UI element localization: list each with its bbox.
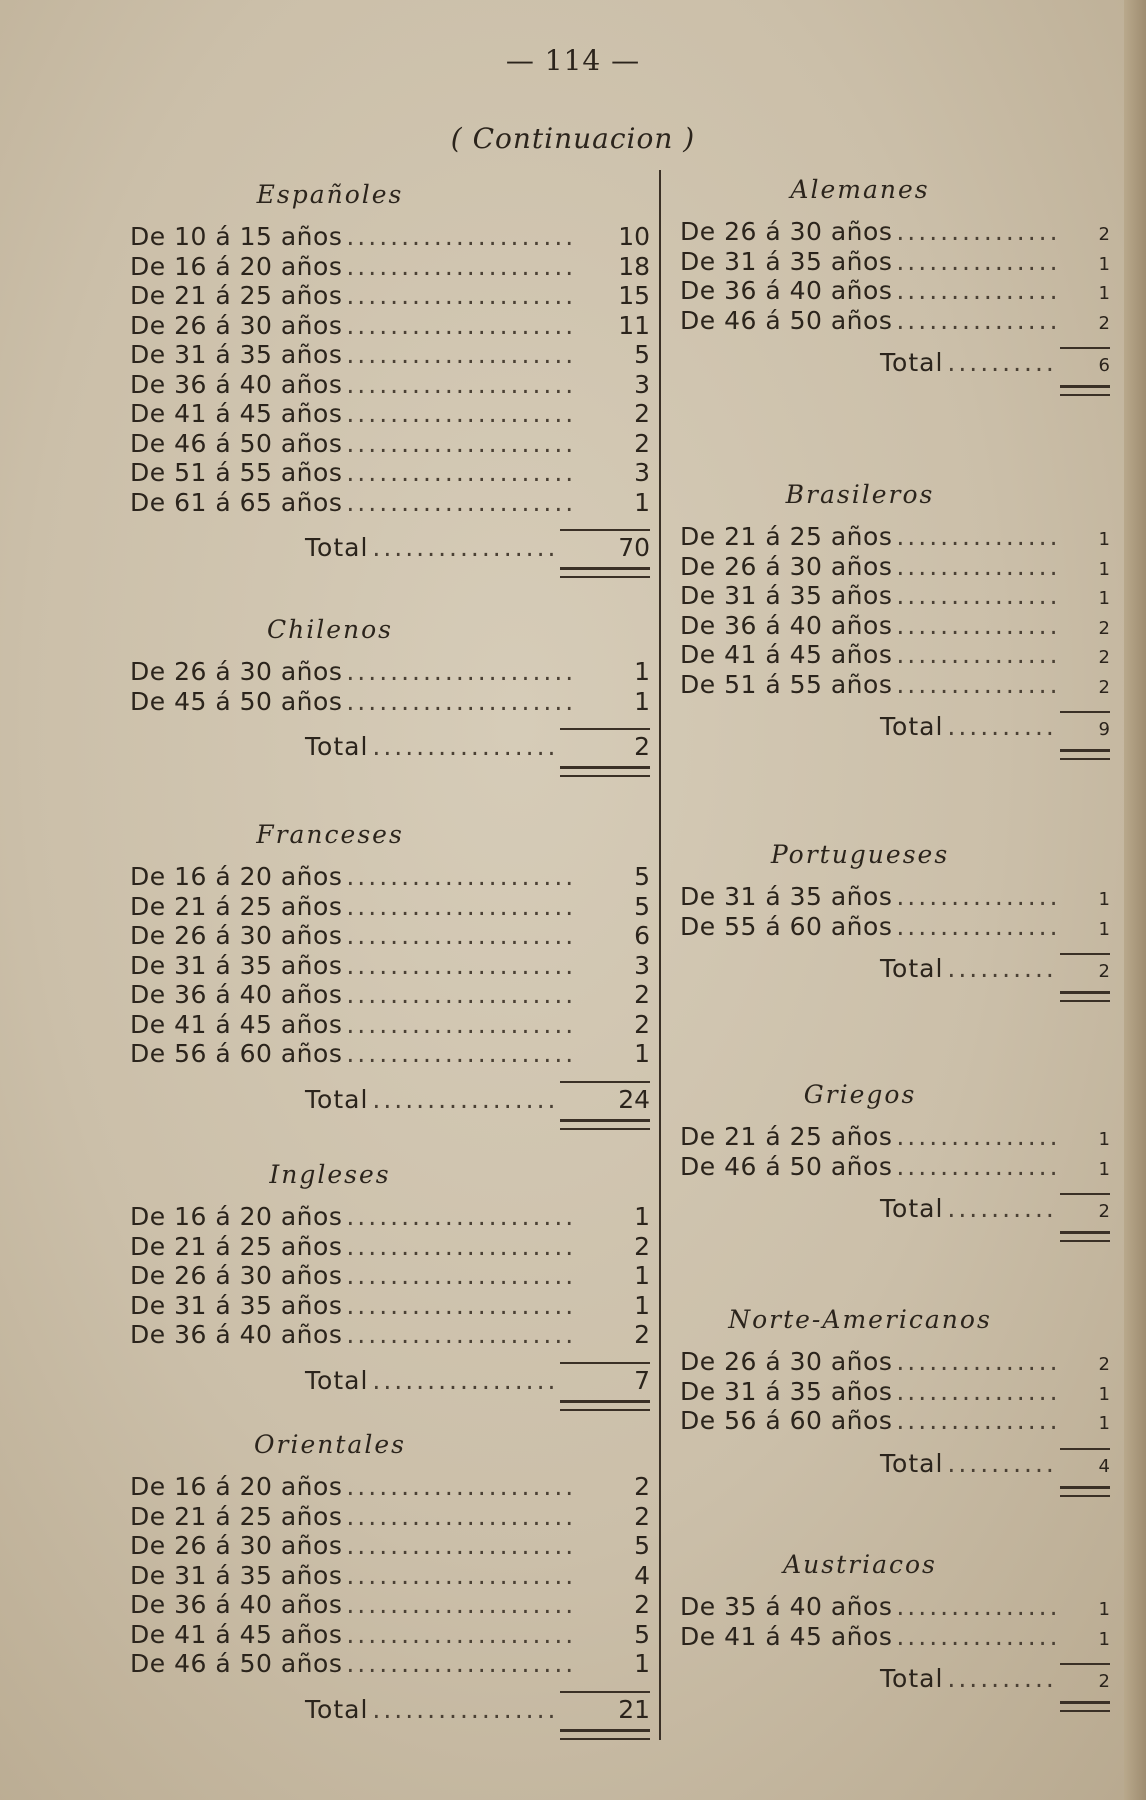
total-row <box>680 953 1110 983</box>
leader-dots <box>372 1085 556 1115</box>
age-range-row <box>680 247 1110 277</box>
age-range-row <box>130 399 650 429</box>
leader-dots <box>346 458 576 488</box>
left-group <box>130 615 650 777</box>
leader-dots <box>372 533 556 563</box>
double-rule <box>560 766 650 777</box>
leader-dots <box>346 1531 576 1561</box>
count-value: 5 <box>634 340 650 369</box>
leader-dots <box>896 581 1056 611</box>
count-value: 2 <box>634 428 650 458</box>
total-label: Total <box>305 1365 369 1395</box>
right-group <box>680 175 1110 396</box>
double-rule <box>1060 1486 1110 1497</box>
count-value: 11 <box>618 310 650 340</box>
group-title: Austriacos <box>783 1550 937 1579</box>
leader-dots <box>346 951 576 981</box>
count-value: 1 <box>1098 1383 1110 1405</box>
leader-dots <box>346 370 576 400</box>
age-range-label: De 21 á 25 años <box>130 1231 343 1261</box>
total-value: 21 <box>560 1691 650 1725</box>
age-range-label: De 26 á 30 años <box>130 1531 343 1560</box>
age-range-label: De 10 á 15 años <box>130 222 343 251</box>
total-row <box>680 1193 1110 1223</box>
count-value: 1 <box>1098 588 1110 609</box>
leader-dots <box>346 1320 576 1350</box>
leader-dots <box>346 1232 576 1262</box>
leader-dots <box>896 1122 1056 1152</box>
double-rule <box>1060 385 1110 396</box>
count-value: 1 <box>634 1202 650 1231</box>
leader-dots <box>896 1347 1056 1377</box>
leader-dots <box>896 1406 1056 1436</box>
age-range-label: De 36 á 40 años <box>130 369 343 399</box>
age-range-row <box>680 882 1110 912</box>
count-value: 1 <box>1098 253 1110 275</box>
age-range-label: De 21 á 25 años <box>130 281 343 310</box>
total-label: Total <box>305 1084 369 1114</box>
total-label: Total <box>880 1194 944 1223</box>
total-label: Total <box>880 1664 944 1693</box>
age-range-row <box>130 252 650 282</box>
leader-dots <box>346 892 576 922</box>
count-value: 2 <box>634 1009 650 1039</box>
total-value: 7 <box>560 1362 650 1396</box>
double-rule <box>560 1400 650 1411</box>
left-group <box>130 180 650 578</box>
column-divider <box>659 170 661 1740</box>
age-range-label: De 36 á 40 años <box>130 980 343 1009</box>
count-value: 1 <box>1098 558 1110 580</box>
count-value: 15 <box>618 281 650 310</box>
age-range-label: De 26 á 30 años <box>130 310 343 340</box>
total-value: 2 <box>1060 1663 1110 1697</box>
total-value: 70 <box>560 529 650 563</box>
leader-dots <box>947 1194 1056 1224</box>
leader-dots <box>896 1592 1056 1622</box>
age-range-row <box>130 1232 650 1262</box>
age-range-label: De 46 á 50 años <box>680 305 893 335</box>
age-range-row <box>130 921 650 951</box>
leader-dots <box>896 276 1056 306</box>
leader-dots <box>896 217 1056 247</box>
age-range-row <box>130 980 650 1010</box>
leader-dots <box>947 348 1056 378</box>
leader-dots <box>896 912 1056 942</box>
age-range-row <box>130 657 650 687</box>
count-value: 1 <box>1098 283 1110 304</box>
age-range-label: De 31 á 35 años <box>130 340 343 369</box>
double-rule <box>1060 1231 1110 1242</box>
age-range-row <box>130 1502 650 1532</box>
leader-dots <box>346 1649 576 1679</box>
double-rule <box>560 567 650 578</box>
leader-dots <box>346 252 576 282</box>
group-title: Brasileros <box>785 480 935 509</box>
leader-dots <box>896 611 1056 641</box>
age-range-row <box>680 581 1110 611</box>
age-range-label: De 51 á 55 años <box>130 458 343 487</box>
age-range-label: De 41 á 45 años <box>130 1619 343 1649</box>
count-value: 1 <box>1098 529 1110 550</box>
count-value: 1 <box>1098 1628 1110 1650</box>
age-range-row <box>130 458 650 488</box>
leader-dots <box>896 1152 1056 1182</box>
age-range-label: De 46 á 50 años <box>680 1151 893 1181</box>
count-value: 1 <box>1098 889 1110 910</box>
leader-dots <box>346 1590 576 1620</box>
left-group <box>130 820 650 1130</box>
total-row <box>130 529 650 562</box>
right-group <box>680 1550 1110 1712</box>
leader-dots <box>346 222 576 252</box>
age-range-row <box>130 1472 650 1502</box>
leader-dots <box>947 1449 1056 1479</box>
count-value: 1 <box>634 1649 650 1678</box>
age-range-label: De 26 á 30 años <box>130 921 343 950</box>
leader-dots <box>947 954 1056 984</box>
total-row <box>680 347 1110 377</box>
total-label: Total <box>880 348 944 377</box>
age-range-row <box>680 640 1110 670</box>
total-row <box>680 1448 1110 1478</box>
double-rule <box>1060 991 1110 1002</box>
count-value: 5 <box>634 862 650 891</box>
leader-dots <box>346 281 576 311</box>
age-range-label: De 31 á 35 años <box>130 950 343 980</box>
count-value: 18 <box>618 251 650 281</box>
total-value: 9 <box>1060 711 1110 745</box>
count-value: 4 <box>634 1560 650 1590</box>
leader-dots <box>947 1664 1056 1694</box>
age-range-label: De 45 á 50 años <box>130 686 343 716</box>
group-title: Chilenos <box>267 615 393 644</box>
count-value: 1 <box>634 1261 650 1290</box>
age-range-row <box>130 1590 650 1620</box>
count-value: 1 <box>1098 918 1110 940</box>
leader-dots <box>346 1561 576 1591</box>
count-value: 2 <box>634 980 650 1009</box>
count-value: 3 <box>634 369 650 399</box>
age-range-row <box>130 340 650 370</box>
count-value: 1 <box>1098 1413 1110 1434</box>
age-range-row <box>130 311 650 341</box>
total-label: Total <box>305 1694 369 1724</box>
group-title: Griegos <box>803 1080 917 1109</box>
count-value: 1 <box>634 657 650 686</box>
group-title: Alemanes <box>790 175 930 204</box>
count-value: 2 <box>1098 224 1110 245</box>
age-range-label: De 26 á 30 años <box>680 217 893 246</box>
age-range-row <box>130 1561 650 1591</box>
group-title: Ingleses <box>269 1160 391 1189</box>
right-group <box>680 480 1110 760</box>
count-value: 2 <box>1098 1354 1110 1375</box>
age-range-label: De 41 á 45 años <box>130 399 343 428</box>
total-value: 2 <box>560 728 650 762</box>
count-value: 2 <box>634 1590 650 1619</box>
age-range-row <box>680 1347 1110 1377</box>
age-range-label: De 61 á 65 años <box>130 487 343 517</box>
right-group <box>680 1080 1110 1242</box>
leader-dots <box>346 921 576 951</box>
leader-dots <box>896 306 1056 336</box>
age-range-label: De 41 á 45 años <box>680 640 893 669</box>
leader-dots <box>346 980 576 1010</box>
total-row <box>680 1663 1110 1693</box>
leader-dots <box>896 640 1056 670</box>
right-group <box>680 840 1110 1002</box>
leader-dots <box>896 670 1056 700</box>
age-range-row <box>680 1622 1110 1652</box>
age-range-label: De 31 á 35 años <box>130 1290 343 1320</box>
total-value: 24 <box>560 1081 650 1115</box>
leader-dots <box>346 1039 576 1069</box>
age-range-label: De 16 á 20 años <box>130 1472 343 1501</box>
age-range-label: De 41 á 45 años <box>680 1621 893 1651</box>
age-range-label: De 36 á 40 años <box>130 1590 343 1619</box>
count-value: 2 <box>634 1231 650 1261</box>
count-value: 1 <box>634 487 650 517</box>
leader-dots <box>346 488 576 518</box>
count-value: 5 <box>634 891 650 921</box>
age-range-label: De 21 á 25 años <box>680 522 893 551</box>
age-range-row <box>130 281 650 311</box>
age-range-row <box>130 951 650 981</box>
age-range-label: De 46 á 50 años <box>130 1649 343 1678</box>
age-range-row <box>130 1039 650 1069</box>
age-range-row <box>130 1531 650 1561</box>
count-value: 5 <box>634 1531 650 1560</box>
count-value: 2 <box>634 1472 650 1501</box>
leader-dots <box>896 552 1056 582</box>
age-range-row <box>680 1152 1110 1182</box>
age-range-row <box>680 611 1110 641</box>
leader-dots <box>346 1472 576 1502</box>
page-number: — 114 — <box>505 44 641 77</box>
age-range-row <box>130 1202 650 1232</box>
age-range-label: De 26 á 30 años <box>680 551 893 581</box>
count-value: 1 <box>1098 1129 1110 1150</box>
age-range-row <box>130 488 650 518</box>
leader-dots <box>346 862 576 892</box>
age-range-label: De 36 á 40 años <box>680 610 893 640</box>
total-row <box>130 1691 650 1724</box>
age-range-row <box>680 1377 1110 1407</box>
page-edge <box>1124 0 1146 1800</box>
continuation-heading: ( Continuacion ) <box>450 122 696 155</box>
group-title: Franceses <box>256 820 404 849</box>
double-rule <box>1060 749 1110 760</box>
age-range-label: De 31 á 35 años <box>680 581 893 610</box>
leader-dots <box>372 1695 556 1725</box>
age-range-row <box>130 687 650 717</box>
double-rule <box>1060 1701 1110 1712</box>
age-range-label: De 31 á 35 años <box>680 1376 893 1406</box>
age-range-row <box>680 552 1110 582</box>
count-value: 3 <box>634 458 650 487</box>
age-range-row <box>680 522 1110 552</box>
age-range-row <box>680 306 1110 336</box>
group-title: Norte-Americanos <box>728 1305 992 1334</box>
age-range-label: De 26 á 30 años <box>680 1347 893 1376</box>
total-value: 2 <box>1060 1193 1110 1227</box>
age-range-row <box>680 217 1110 247</box>
leader-dots <box>346 1202 576 1232</box>
double-rule <box>560 1119 650 1130</box>
total-row <box>130 1362 650 1395</box>
age-range-label: De 31 á 35 años <box>680 246 893 276</box>
leader-dots <box>896 1622 1056 1652</box>
total-label: Total <box>305 533 369 562</box>
age-range-row <box>680 1592 1110 1622</box>
right-group <box>680 1305 1110 1497</box>
group-title: Españoles <box>256 180 404 209</box>
total-value: 6 <box>1060 347 1110 381</box>
count-value: 1 <box>634 686 650 716</box>
count-value: 1 <box>634 1039 650 1068</box>
leader-dots <box>372 1366 556 1396</box>
total-row <box>130 1081 650 1114</box>
leader-dots <box>346 657 576 687</box>
age-range-label: De 26 á 30 años <box>130 657 343 686</box>
age-range-label: De 21 á 25 años <box>680 1122 893 1151</box>
age-range-label: De 31 á 35 años <box>680 882 893 911</box>
leader-dots <box>372 732 556 762</box>
leader-dots <box>896 1377 1056 1407</box>
total-label: Total <box>880 954 944 983</box>
age-range-label: De 56 á 60 años <box>680 1406 893 1435</box>
count-value: 1 <box>634 1290 650 1320</box>
total-value: 2 <box>1060 953 1110 987</box>
age-range-label: De 21 á 25 años <box>130 1501 343 1531</box>
age-range-row <box>130 892 650 922</box>
count-value: 10 <box>618 222 650 251</box>
age-range-row <box>130 1291 650 1321</box>
age-range-label: De 35 á 40 años <box>680 1592 893 1621</box>
leader-dots <box>896 522 1056 552</box>
age-range-row <box>130 429 650 459</box>
leader-dots <box>346 429 576 459</box>
age-range-row <box>130 1010 650 1040</box>
age-range-label: De 41 á 45 años <box>130 1009 343 1039</box>
age-range-label: De 36 á 40 años <box>130 1320 343 1349</box>
count-value: 5 <box>634 1619 650 1649</box>
left-group <box>130 1160 650 1411</box>
age-range-row <box>680 1122 1110 1152</box>
age-range-label: De 36 á 40 años <box>680 276 893 305</box>
age-range-label: De 16 á 20 años <box>130 251 343 281</box>
age-range-row <box>680 912 1110 942</box>
total-label: Total <box>880 1448 944 1478</box>
leader-dots <box>346 1620 576 1650</box>
leader-dots <box>346 399 576 429</box>
age-range-row <box>130 370 650 400</box>
age-range-label: De 55 á 60 años <box>680 911 893 941</box>
age-range-row <box>130 1649 650 1679</box>
total-row <box>130 728 650 761</box>
age-range-row <box>680 1406 1110 1436</box>
group-title: Portugueses <box>770 840 950 869</box>
double-rule <box>560 1729 650 1740</box>
age-range-label: De 26 á 30 años <box>130 1261 343 1290</box>
leader-dots <box>346 1291 576 1321</box>
leader-dots <box>896 247 1056 277</box>
leader-dots <box>346 1502 576 1532</box>
count-value: 2 <box>634 1320 650 1349</box>
age-range-row <box>680 276 1110 306</box>
age-range-label: De 56 á 60 años <box>130 1039 343 1068</box>
age-range-row <box>130 222 650 252</box>
count-value: 2 <box>634 1501 650 1531</box>
total-value: 4 <box>1060 1448 1110 1482</box>
total-label: Total <box>305 732 369 761</box>
age-range-label: De 51 á 55 años <box>680 669 893 699</box>
leader-dots <box>947 712 1056 742</box>
count-value: 3 <box>634 950 650 980</box>
age-range-label: De 46 á 50 años <box>130 428 343 458</box>
group-title: Orientales <box>254 1430 406 1459</box>
count-value: 1 <box>1098 1599 1110 1620</box>
count-value: 2 <box>1098 617 1110 639</box>
age-range-row <box>130 1320 650 1350</box>
age-range-label: De 31 á 35 años <box>130 1560 343 1590</box>
age-range-label: De 16 á 20 años <box>130 862 343 891</box>
leader-dots <box>346 1261 576 1291</box>
count-value: 2 <box>1098 647 1110 668</box>
age-range-row <box>130 1261 650 1291</box>
leader-dots <box>346 340 576 370</box>
total-row <box>680 711 1110 741</box>
age-range-label: De 16 á 20 años <box>130 1202 343 1231</box>
age-range-label: De 21 á 25 años <box>130 891 343 921</box>
left-group <box>130 1430 650 1740</box>
leader-dots <box>346 687 576 717</box>
leader-dots <box>896 882 1056 912</box>
age-range-row <box>680 670 1110 700</box>
total-label: Total <box>880 712 944 741</box>
count-value: 6 <box>634 921 650 950</box>
age-range-row <box>130 862 650 892</box>
count-value: 1 <box>1098 1158 1110 1180</box>
count-value: 2 <box>634 399 650 428</box>
age-range-row <box>130 1620 650 1650</box>
count-value: 2 <box>1098 676 1110 698</box>
leader-dots <box>346 311 576 341</box>
count-value: 2 <box>1098 312 1110 334</box>
leader-dots <box>346 1010 576 1040</box>
